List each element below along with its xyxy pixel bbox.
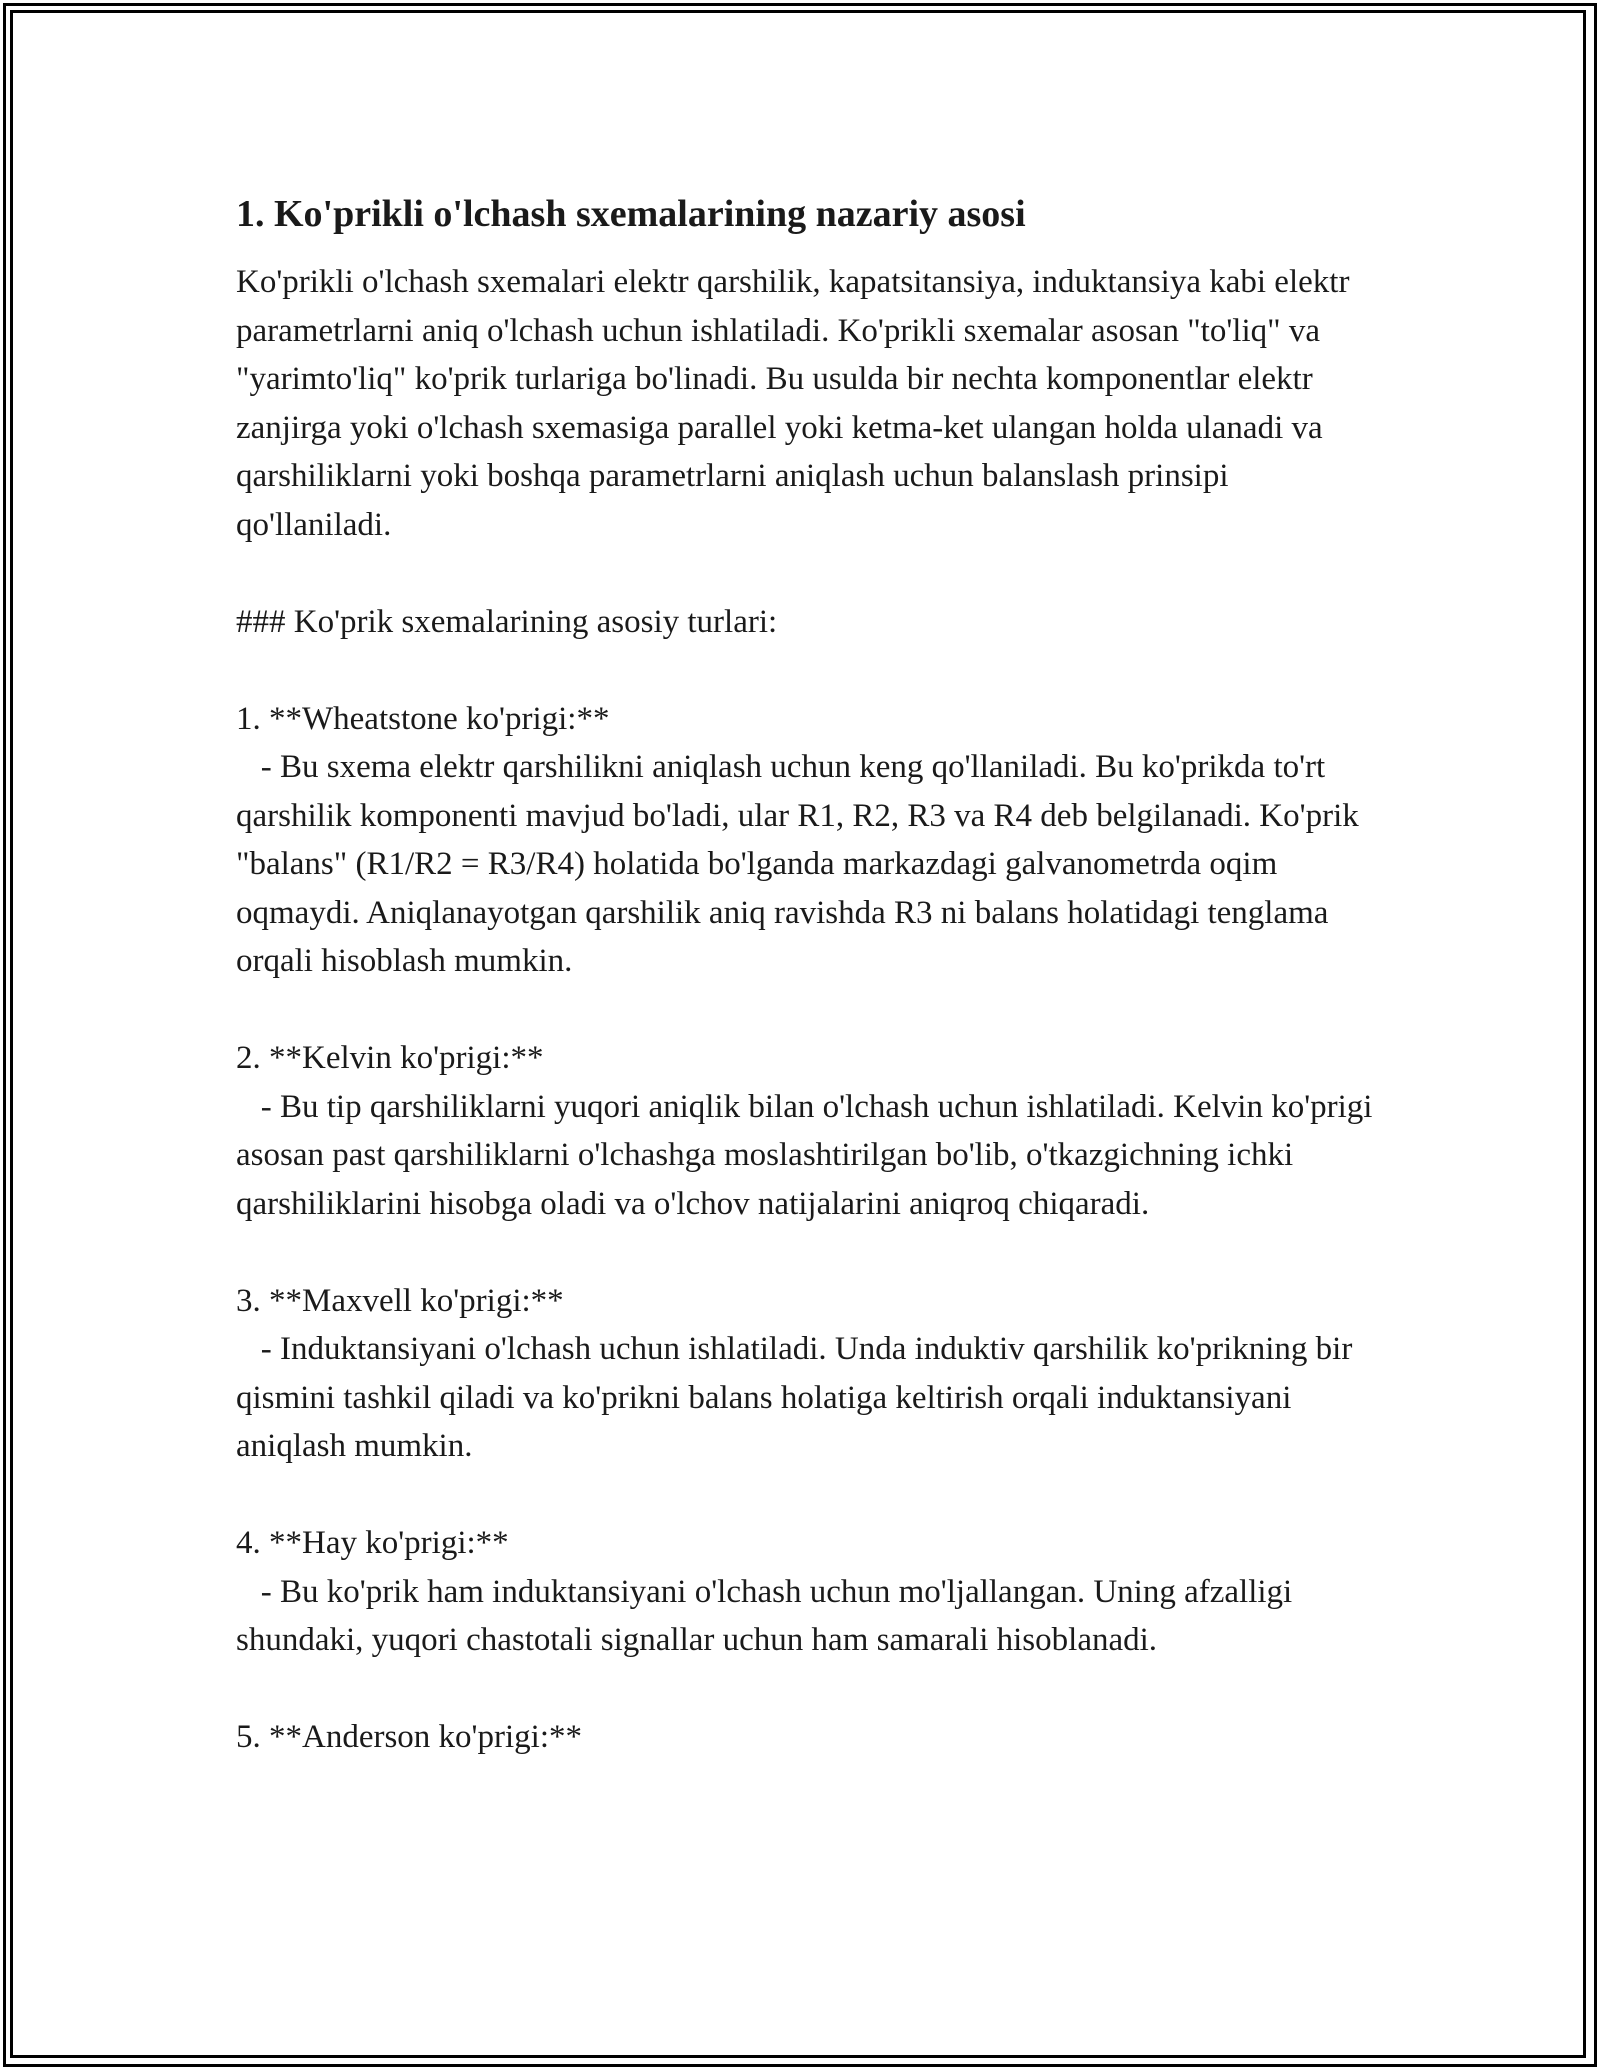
bridge-type-description: - Bu tip qarshiliklarni yuqori aniqlik bilan o'lchash uchun ishlatiladi. Kelvin ko'prigi asosan past qarshiliklarni o'lchashga moslashtirilgan bo'lib, o'tkazgichning ichki qarshiliklarini hisobga oladi va o'lchov natijalarini aniqroq chiqaradi. <box>236 1088 1381 1222</box>
bridge-type-title: 1. **Wheatstone ko'prigi:** <box>236 700 610 737</box>
intro-paragraph: Ko'prikli o'lchash sxemalari elektr qarshilik, kapatsitansiya, induktansiya kabi elektr parametrlarni aniq o'lchash uchun ishlatiladi. Ko'prikli sxemalar asosan "to'liq" va "yarimto'liq" ko'prik turlariga bo'linadi. Bu usulda bir nechta komponentlar elektr zanjirga yoki o'lchash sxemasiga parallel yoki ketma-ket ulangan holda ulanadi va qarshiliklarni yoki boshqa parametrlarni aniqlash uchun balanslash prinsipi qo'llaniladi. <box>236 264 1358 543</box>
bridge-type-item <box>236 695 1376 986</box>
document-body <box>236 190 1381 1762</box>
bridge-type-description: - Bu ko'prik ham induktansiyani o'lchash uchun mo'ljallangan. Uning afzalligi shundaki, yuqori chastotali signallar uchun ham samarali hisoblanadi. <box>236 1573 1301 1658</box>
bridge-type-title: 4. **Hay ko'prigi:** <box>236 1525 509 1561</box>
bridge-type-item <box>236 1034 1381 1228</box>
bridge-type-item <box>236 1713 1376 1762</box>
bridge-type-description: - Bu sxema elektr qarshilikni aniqlash uchun keng qo'llaniladi. Bu ko'prikda to'rt qarshilik komponenti mavjud bo'ladi, ular R1, R2, R3 va R4 deb belgilanadi. Ko'prik "balans" (R1/R2 = R3/R4) holatida bo'lganda markazdagi galvanometrda oqim oqmaydi. Aniqlanayotgan qarshilik aniq ravishda R3 ni balans holatidagi tenglama orqali hisoblash mumkin. <box>236 749 1367 979</box>
bridge-type-title: 3. **Maxvell ko'prigi:** <box>236 1282 564 1319</box>
bridge-type-title: 5. **Anderson ko'prigi:** <box>236 1719 583 1755</box>
bridge-type-title: 2. **Kelvin ko'prigi:** <box>236 1040 544 1076</box>
document-heading: 1. Ko'prikli o'lchash sxemalarining nazariy asosi <box>236 193 1026 235</box>
bridge-type-item <box>236 1277 1376 1471</box>
section-subheading: ### Ko'prik sxemalarining asosiy turlari: <box>236 603 778 640</box>
bridge-type-item <box>236 1519 1376 1665</box>
bridge-type-description: - Induktansiyani o'lchash uchun ishlatiladi. Unda induktiv qarshilik ko'prikning bir qismini tashkil qiladi va ko'prikni balans holatiga keltirish orqali induktansiyani aniqlash mumkin. <box>236 1331 1361 1464</box>
